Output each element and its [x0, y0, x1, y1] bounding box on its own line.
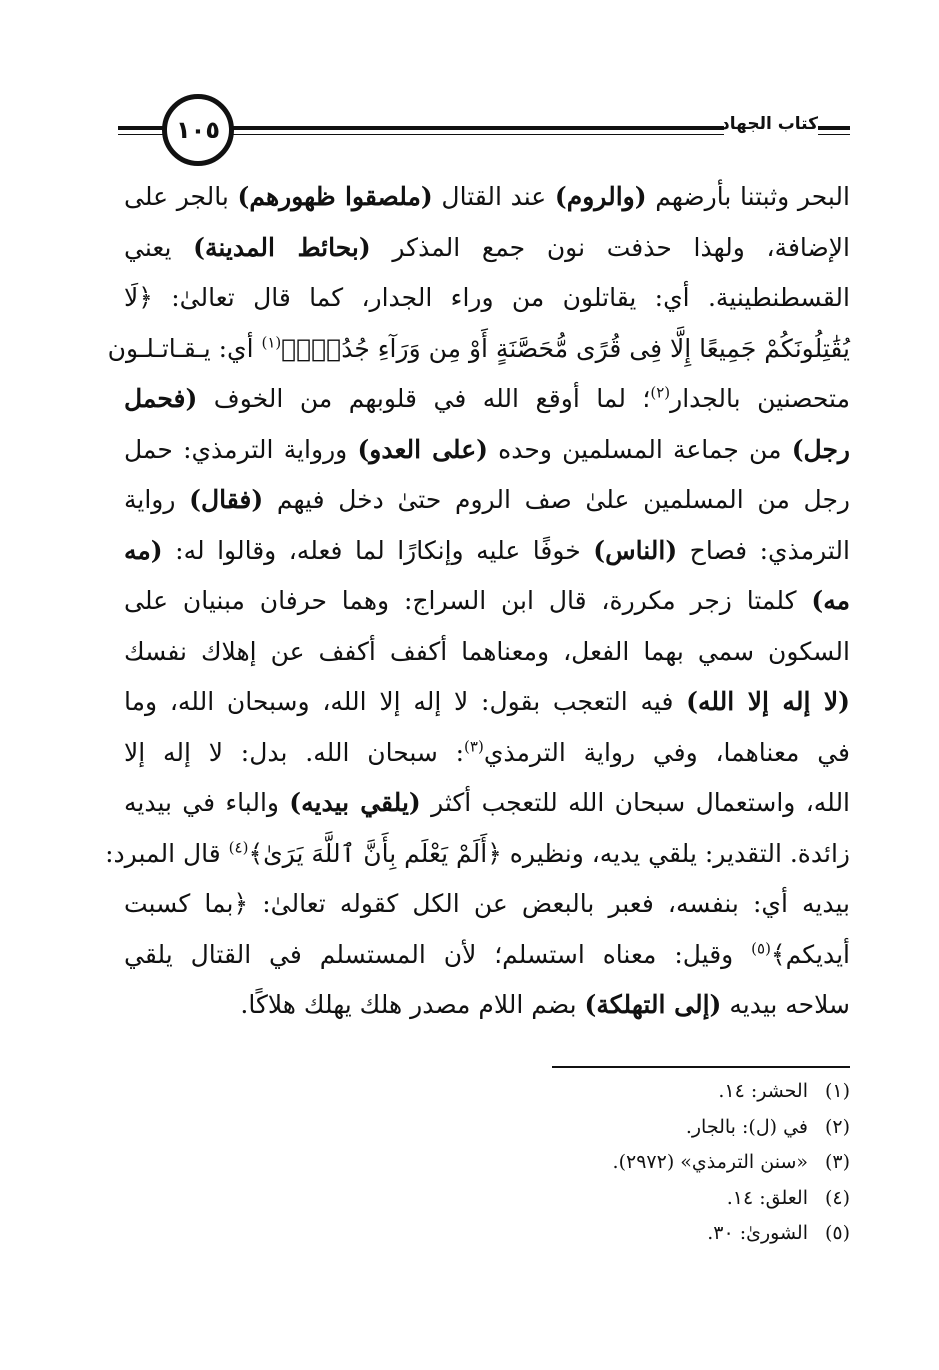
- footnote-ref: (٤): [228, 838, 249, 857]
- text-run: : سبحان الله. بدل: لا إله إلا: [124, 737, 465, 767]
- text-run: السكون سمي بهما الفعل، ومعناهما أكفف أكفف عن إهلاك نفسك: [124, 636, 850, 666]
- bold-phrase: (والروم): [554, 182, 647, 211]
- footnote-text: «سنن الترمذي» (٢٩٧٢).: [612, 1151, 808, 1173]
- text-line: [124, 677, 850, 728]
- text-run: ورواية الترمذي: حمل: [124, 434, 358, 464]
- text-run: أيديكم﴾: [770, 939, 850, 969]
- text-run: زائدة. التقدير: يلقي يديه، ونظيره ﴿أَلَمْ يَعْلَم بِأَنَّ ٱللَّهَ يَرَىٰ﴾: [248, 838, 850, 868]
- footnote: [124, 1216, 850, 1252]
- text-line: [124, 980, 850, 1031]
- text-run: وقيل: معناه استسلم؛ لأن المستسلم في القتال يلقي: [124, 939, 752, 969]
- footnotes: [124, 1074, 850, 1252]
- text-line: [124, 425, 850, 476]
- header-rule: [228, 134, 724, 135]
- footnote-ref: (٢): [650, 383, 671, 402]
- text-line: [124, 930, 850, 981]
- text-run: فيه التعجب بقول: لا إله إلا الله، وسبحان الله، وما: [124, 687, 687, 716]
- footnote-number: (٥): [824, 1222, 850, 1244]
- bold-phrase: مه): [811, 586, 850, 615]
- text-run: سلاحه بيديه: [721, 990, 850, 1019]
- footnote: [124, 1074, 850, 1110]
- text-line: [124, 879, 850, 930]
- main-text: [105, 172, 851, 1031]
- text-line: [105, 829, 850, 880]
- page-number: ١٠٥: [162, 94, 234, 166]
- text-run: أي: يـقـاتـلـون: [107, 333, 262, 363]
- text-run: في معناهما، وفي رواية الترمذي: [483, 737, 850, 767]
- footnote-number: (١): [824, 1080, 850, 1102]
- text-run: الترمذي: فصاح: [677, 535, 850, 565]
- footnote-separator: [552, 1066, 850, 1068]
- footnote-number: (٣): [824, 1151, 850, 1173]
- text-line: [124, 172, 850, 223]
- footnote-text: في (ل): بالجار.: [685, 1115, 808, 1138]
- text-run: رواية: [124, 485, 190, 514]
- text-run: والباء في بيديه: [124, 788, 290, 817]
- text-run: من جماعة المسلمين وحده: [487, 434, 792, 464]
- text-run: كلمتا زجر مكررة، قال ابن السراج: وهما حرفان مبنيان على: [124, 586, 812, 615]
- footnote: [124, 1145, 850, 1181]
- footnote-ref: (٥): [751, 939, 771, 958]
- text-line: [107, 324, 850, 375]
- text-run: يعني: [124, 232, 194, 262]
- text-run: متحصنين بالجدار: [670, 384, 850, 413]
- bold-phrase: (بحائط المدينة): [193, 232, 371, 262]
- footnote-number: (٤): [824, 1186, 850, 1209]
- bold-phrase: رجل): [791, 434, 851, 464]
- text-line: [124, 728, 850, 779]
- text-run: القسطنطينية. أي: يقاتلون من وراء الجدار، كما قال تعالىٰ: ﴿لَا: [124, 283, 850, 312]
- text-run: رجل من المسلمين علىٰ صف الروم حتىٰ دخل فيهم: [263, 485, 850, 514]
- text-line: [124, 526, 850, 577]
- text-run: قال المبرد:: [105, 838, 229, 868]
- page-header: [118, 92, 850, 172]
- footnote-number: (٢): [824, 1115, 850, 1138]
- text-run: خوفًا عليه وإنكارًا لما فعله، وقالوا له:: [162, 535, 594, 565]
- text-run: يُقَٰتِلُونَكُمْ جَمِيعًا إِلَّا فِى قُرًى مُّحَصَّنَةٍ أَوْ مِن وَرَآءِ جُدُرٍۢ﴾: [281, 333, 850, 363]
- bold-phrase: (إلى التهلكة): [584, 990, 722, 1019]
- footnote-text: الشورىٰ: ٣٠.: [707, 1222, 808, 1244]
- text-run: البحر وثبتنا بأرضهم: [646, 182, 850, 211]
- bold-phrase: (يلقي بيديه): [289, 788, 421, 817]
- footnote-ref: (١): [261, 333, 282, 352]
- header-rule: [818, 126, 850, 130]
- bold-phrase: (الناس): [593, 535, 678, 565]
- text-line: [124, 273, 850, 324]
- footnote-text: الحشر: ١٤.: [718, 1080, 808, 1102]
- text-line: [124, 223, 850, 274]
- footnote-text: العلق: ١٤.: [726, 1186, 808, 1209]
- text-run: الله، واستعمال سبحان الله للتعجب أكثر: [420, 788, 851, 817]
- text-line: [124, 778, 850, 829]
- footnote-ref: (٣): [464, 737, 484, 756]
- text-run: بالجر على: [124, 182, 238, 211]
- footnote: [124, 1181, 850, 1217]
- bold-phrase: (ملصقوا ظهورهم): [237, 182, 433, 211]
- text-run: بيديه أي: بنفسه، فعبر بالبعض عن الكل كقوله تعالىٰ: ﴿بما كسبت: [124, 889, 850, 918]
- bold-phrase: (لا إله إلا الله): [686, 687, 850, 716]
- header-rule: [818, 134, 850, 135]
- header-rule: [228, 126, 724, 130]
- text-run: عند القتال: [432, 182, 555, 211]
- text-run: ؛ لما أوقع الله في قلوبهم من الخوف: [197, 384, 651, 413]
- text-line: [124, 374, 850, 425]
- text-run: الإضافة، ولهذا حذفت نون جمع المذكر: [370, 232, 850, 262]
- text-line: [124, 475, 850, 526]
- bold-phrase: (مه: [124, 535, 163, 565]
- text-line: [124, 576, 850, 627]
- text-run: بضم اللام مصدر هلك يهلك هلاكًا.: [240, 990, 585, 1019]
- bold-phrase: (على العدو): [357, 434, 488, 464]
- bold-phrase: (فقال): [189, 485, 264, 514]
- text-line: [124, 627, 850, 678]
- footnote: [124, 1110, 850, 1146]
- bold-phrase: (فحمل: [124, 384, 198, 413]
- running-title: كتاب الجهاد: [720, 114, 818, 134]
